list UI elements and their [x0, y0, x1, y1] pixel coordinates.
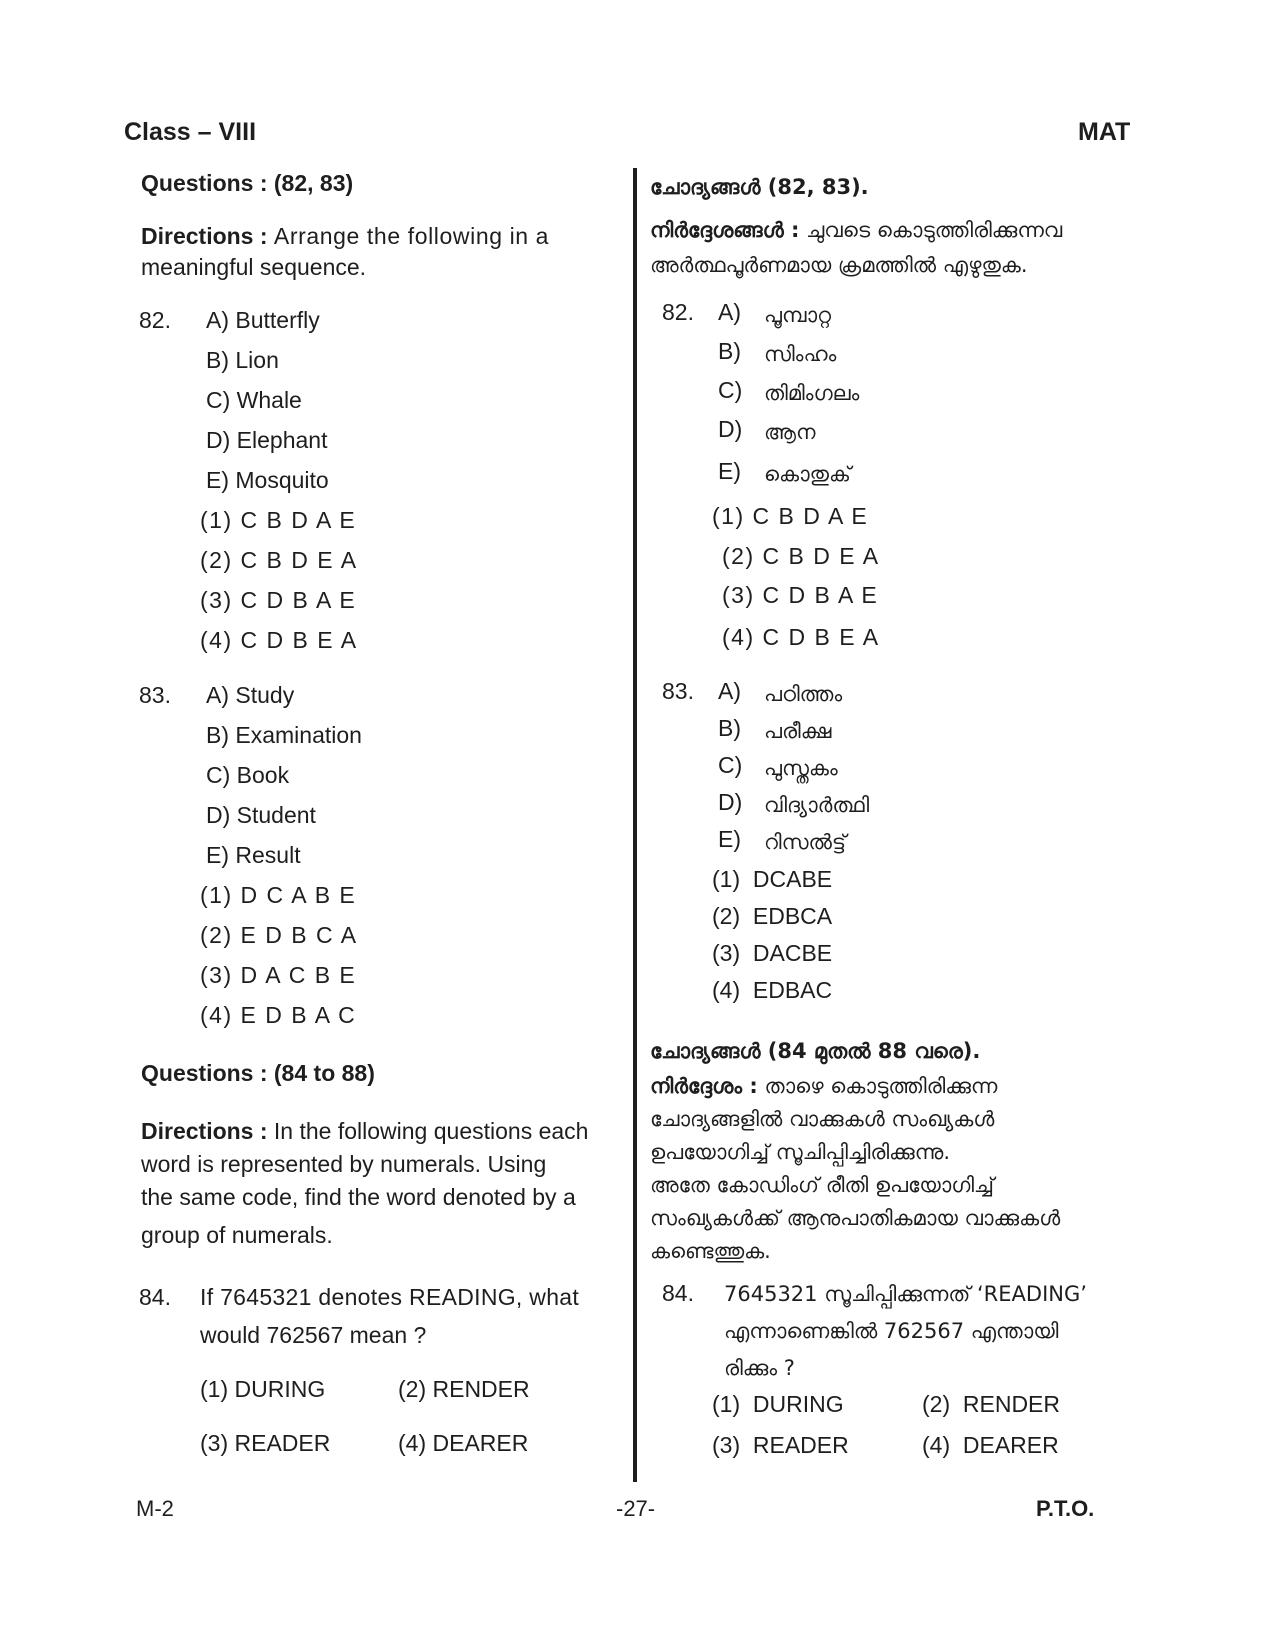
- ml-answer-option: (2) RENDER: [922, 1391, 1061, 1417]
- answer-option: (1) C B D A E: [200, 507, 357, 533]
- ml-item-label: B): [718, 715, 741, 741]
- ml-question-number: 84.: [662, 1280, 694, 1306]
- list-item: C) Book: [206, 762, 290, 788]
- list-item: D) Elephant: [206, 427, 328, 453]
- ml-question-text-cont: എന്നാണെങ്കിൽ 762567 എന്തായി: [724, 1319, 1059, 1343]
- ml-list-item: ആന: [764, 420, 816, 444]
- ml-list-item: പഠിത്തം: [764, 682, 843, 706]
- ml-question-number: 82.: [662, 299, 694, 325]
- answer-option: (4) DEARER: [398, 1430, 529, 1456]
- directions-text: In the following questions each: [273, 1118, 589, 1144]
- ml-directions-text: താഴെ കൊടുത്തിരിക്കുന്ന: [764, 1074, 998, 1098]
- ml-directions-text-cont: ഉപയോഗിച്ച് സൂചിപ്പിച്ചിരിക്കുന്നു.: [650, 1140, 950, 1164]
- ml-directions-label: നിർദ്ദേശങ്ങൾ :: [650, 218, 800, 242]
- ml-item-label: C): [718, 377, 743, 403]
- list-item: E) Result: [206, 842, 301, 868]
- ml-directions-text-cont: സംഖ്യകൾക്ക് ആനുപാതികമായ വാക്കുകൾ: [650, 1206, 1061, 1230]
- q84-88-title: Questions : (84 to 88): [141, 1060, 375, 1086]
- ml-list-item: വിദ്യാർത്ഥി: [764, 793, 870, 817]
- q82-83-title: Questions : (82, 83): [141, 170, 354, 196]
- answer-option: (4) C D B E A: [200, 627, 358, 653]
- ml-q84-88-title: ചോദ്യങ്ങൾ (84 മുതൽ 88 വരെ).: [650, 1039, 981, 1063]
- page-number: -27-: [616, 1496, 656, 1521]
- list-item: A) Butterfly: [206, 307, 320, 333]
- ml-answer-option: (3) C D B A E: [722, 582, 879, 608]
- ml-answer-option: (1) DURING: [712, 1391, 844, 1417]
- ml-question-text-cont: രിക്കും ?: [724, 1356, 795, 1380]
- ml-answer-option: (4) EDBAC: [712, 977, 833, 1003]
- ml-item-label: A): [718, 678, 741, 704]
- pto-label: P.T.O.: [1036, 1496, 1095, 1521]
- ml-q82-83-directions: [650, 215, 1062, 246]
- ml-answer-option: (2) EDBCA: [712, 903, 833, 929]
- ml-item-label: A): [718, 299, 741, 325]
- answer-option: (3) READER: [200, 1430, 331, 1456]
- answer-option: (4) E D B A C: [200, 1002, 357, 1028]
- answer-option: (2) E D B C A: [200, 922, 358, 948]
- question-number: 84.: [139, 1284, 171, 1310]
- ml-directions-text-cont: അർത്ഥപൂർണമായ ക്രമത്തിൽ എഴുതുക.: [650, 253, 1028, 277]
- directions-text-cont: word is represented by numerals. Using: [141, 1151, 547, 1177]
- directions-text-cont: group of numerals.: [141, 1222, 333, 1248]
- ml-item-label: D): [718, 416, 743, 442]
- question-number: 82.: [139, 307, 171, 333]
- ml-item-label: C): [718, 752, 743, 778]
- ml-item-label: D): [718, 789, 743, 815]
- ml-q84-88-directions: [650, 1071, 997, 1102]
- ml-list-item: റിസൽട്ട്: [764, 830, 847, 854]
- ml-answer-option: (3) DACBE: [712, 940, 833, 966]
- list-item: B) Lion: [206, 347, 279, 373]
- answer-option: (1) D C A B E: [200, 882, 357, 908]
- ml-answer-option: (3) READER: [712, 1432, 849, 1458]
- ml-answer-option: (1) DCABE: [712, 866, 833, 892]
- directions-label: Directions :: [141, 1118, 268, 1144]
- ml-directions-text-cont: കണ്ടെത്തുക.: [650, 1239, 771, 1263]
- page-code: M-2: [136, 1496, 174, 1521]
- ml-list-item: കൊതുക്: [764, 462, 851, 486]
- ml-item-label: B): [718, 338, 741, 364]
- directions-label: Directions :: [141, 223, 268, 249]
- ml-q82-83-title: ചോദ്യങ്ങൾ (82, 83).: [650, 175, 869, 199]
- ml-item-label: E): [718, 826, 741, 852]
- question-text: If 7645321 denotes READING, what: [200, 1284, 580, 1310]
- answer-option: (2) RENDER: [398, 1376, 530, 1402]
- ml-list-item: പരീക്ഷ: [764, 719, 832, 743]
- directions-text-cont: the same code, find the word denoted by a: [141, 1184, 576, 1210]
- ml-list-item: സിംഹം: [764, 342, 837, 366]
- list-item: B) Examination: [206, 722, 362, 748]
- list-item: C) Whale: [206, 387, 302, 413]
- ml-question-text: 7645321 സൂചിപ്പിക്കുന്നത് ‘READING’: [724, 1282, 1087, 1306]
- ml-answer-option: (4) DEARER: [922, 1432, 1059, 1458]
- answer-option: (1) DURING: [200, 1376, 326, 1402]
- list-item: E) Mosquito: [206, 467, 329, 493]
- answer-option: (3) D A C B E: [200, 962, 357, 988]
- directions-text: Arrange the following in a: [273, 223, 550, 249]
- ml-directions-text-cont: അതേ കോഡിംഗ് രീതി ഉപയോഗിച്ച്: [650, 1173, 994, 1197]
- ml-list-item: പുസ്തകം: [764, 756, 838, 780]
- ml-directions-text: ചുവടെ കൊടുത്തിരിക്കുന്നവ: [806, 218, 1063, 242]
- list-item: A) Study: [206, 682, 295, 708]
- ml-directions-label: നിർദ്ദേശം :: [650, 1074, 758, 1098]
- ml-list-item: പൂമ്പാറ്റ: [764, 303, 832, 327]
- subject-label: MAT: [1078, 118, 1131, 146]
- ml-answer-option: (4) C D B E A: [722, 624, 880, 650]
- question-number: 83.: [139, 682, 171, 708]
- ml-answer-option: (1) C B D A E: [712, 503, 869, 529]
- ml-list-item: തിമിംഗലം: [764, 381, 860, 405]
- class-label: Class – VIII: [124, 118, 257, 146]
- ml-directions-text-cont: ചോദ്യങ്ങളിൽ വാക്കുകൾ സംഖ്യകൾ: [650, 1107, 995, 1131]
- ml-question-number: 83.: [662, 678, 694, 704]
- directions-text-cont: meaningful sequence.: [141, 254, 367, 280]
- question-text-cont: would 762567 mean ?: [200, 1322, 427, 1348]
- ml-item-label: E): [718, 458, 741, 484]
- answer-option: (2) C B D E A: [200, 547, 358, 573]
- list-item: D) Student: [206, 802, 316, 828]
- ml-answer-option: (2) C B D E A: [722, 543, 880, 569]
- answer-option: (3) C D B A E: [200, 587, 357, 613]
